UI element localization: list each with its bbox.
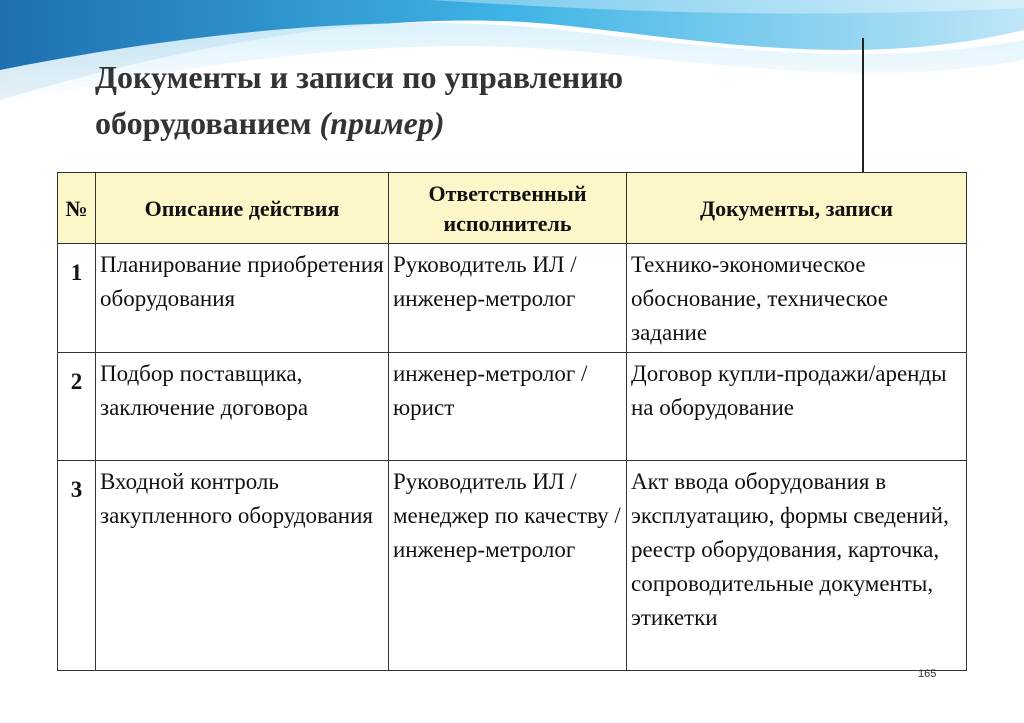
row-number: 2: [58, 353, 96, 461]
title-line-2: оборудованием: [95, 105, 312, 141]
table-header-row: [58, 173, 967, 244]
header-responsible: Ответственный исполнитель: [389, 173, 627, 244]
table-row: [58, 461, 967, 671]
row-number: 3: [58, 461, 96, 671]
slide-number: 165: [918, 668, 937, 680]
row-responsible: инженер-метролог / юрист: [389, 353, 627, 461]
header-number: №: [58, 173, 96, 244]
table-row: [58, 353, 967, 461]
equipment-documents-table: [57, 172, 967, 671]
row-action: Планирование приобретения оборудования: [96, 244, 389, 353]
row-responsible: Руководитель ИЛ / менеджер по качеству / инженер-метролог: [389, 461, 627, 671]
title-emphasis: (пример): [319, 105, 445, 141]
row-responsible: Руководитель ИЛ / инженер-метролог: [389, 244, 627, 353]
page-title: [95, 54, 835, 146]
row-action: Подбор поставщика, заключение договора: [96, 353, 389, 461]
vertical-divider-line: [862, 38, 864, 173]
row-number: 1: [58, 244, 96, 353]
header-documents: Документы, записи: [627, 173, 967, 244]
row-documents: Технико-экономическое обоснование, техническое задание: [627, 244, 967, 353]
row-documents: Акт ввода оборудования в эксплуатацию, формы сведений, реестр оборудования, карточка, сопроводительные документы, этикетки: [627, 461, 967, 671]
title-line-1: Документы и записи по управлению: [95, 59, 624, 95]
table-row: [58, 244, 967, 353]
row-action: Входной контроль закупленного оборудования: [96, 461, 389, 671]
row-documents: Договор купли-продажи/аренды на оборудование: [627, 353, 967, 461]
header-action-description: Описание действия: [96, 173, 389, 244]
